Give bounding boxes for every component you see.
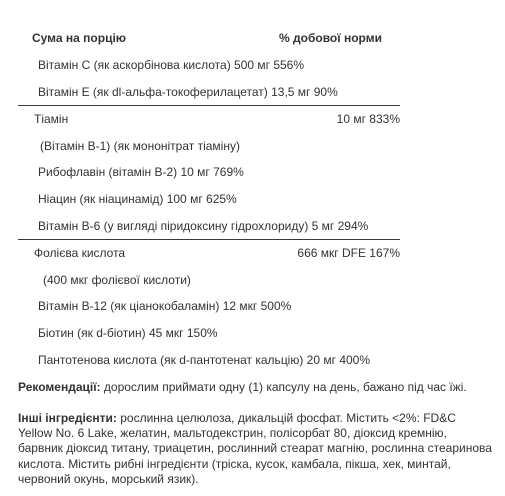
nutrient-text: Вітамін E (як dl-альфа-токоферилацетат) 13,5 мг 90% [38, 84, 338, 99]
ingredients-text: рослинна целюлоза, дикальцій фосфат. Містить <2%: FD&C Yellow No. 6 Lake, желатин, мальтодекстрин, полісорбат 80, діоксид кремнію, барвник діоксид титану, триацетин, рослинний стеарат магнію, рослинна стеаринова кислота. Містить рибні інгредієнти (тріска, кусок, камбала, пікша, хек, минтай, червоний окунь, морський язик). [18, 411, 492, 486]
nutrient-row [18, 293, 400, 320]
nutrient-row [18, 213, 400, 240]
nutrient-text: Вітамін B-6 (у вигляді піридоксину гідрохлориду) 5 мг 294% [38, 218, 369, 233]
nutrient-row [18, 52, 400, 79]
nutrient-row [18, 267, 400, 294]
nutrient-amount: 666 мкг DFE 167% [297, 246, 400, 261]
nutrient-row [18, 159, 400, 186]
nutrient-text: (400 мкг фолієвої кислоти) [43, 272, 191, 287]
nutrient-text: Біотин (як d-біотин) 45 мкг 150% [38, 325, 218, 340]
nutrient-name: Фолієва кислота [34, 246, 126, 261]
nutrient-row [18, 79, 400, 106]
nutrient-text: Вітамін B-12 (як ціанокобаламін) 12 мкг 500% [38, 299, 292, 314]
ingredients-label: Інші інгредієнти: [18, 411, 117, 425]
recommendations-text: дорослим приймати одну (1) капсулу на день, бажано під час їжі. [100, 380, 467, 394]
table-header [18, 22, 400, 52]
nutrient-row [18, 186, 400, 213]
nutrient-text: Ніацин (як ніацинамід) 100 мг 625% [38, 191, 237, 206]
nutrient-amount: 10 мг 833% [336, 112, 400, 127]
recommendations-label: Рекомендації: [18, 380, 101, 394]
daily-value-header: % добової норми [279, 31, 382, 45]
nutrient-text: Рибофлавін (вітамін B-2) 10 мг 769% [38, 165, 244, 180]
nutrient-name: Тіамін [34, 112, 69, 127]
nutrient-text: Пантотенова кислота (як d-пантотенат кальцію) 20 мг 400% [38, 352, 371, 367]
nutrient-row [18, 133, 400, 160]
recommendations-paragraph [18, 380, 493, 395]
nutrient-row-tiamin [18, 106, 400, 133]
nutrient-text: (Вітамін B-1) (як мононітрат тіаміну) [40, 138, 240, 153]
nutrient-text: Вітамін C (як аскорбінова кислота) 500 мг 556% [38, 58, 305, 72]
supplement-facts-table [18, 22, 400, 373]
nutrient-row [18, 320, 400, 347]
nutrient-row-folic [18, 240, 400, 267]
ingredients-paragraph [18, 411, 493, 487]
nutrient-row [18, 347, 400, 374]
serving-header: Сума на порцію [32, 31, 127, 45]
